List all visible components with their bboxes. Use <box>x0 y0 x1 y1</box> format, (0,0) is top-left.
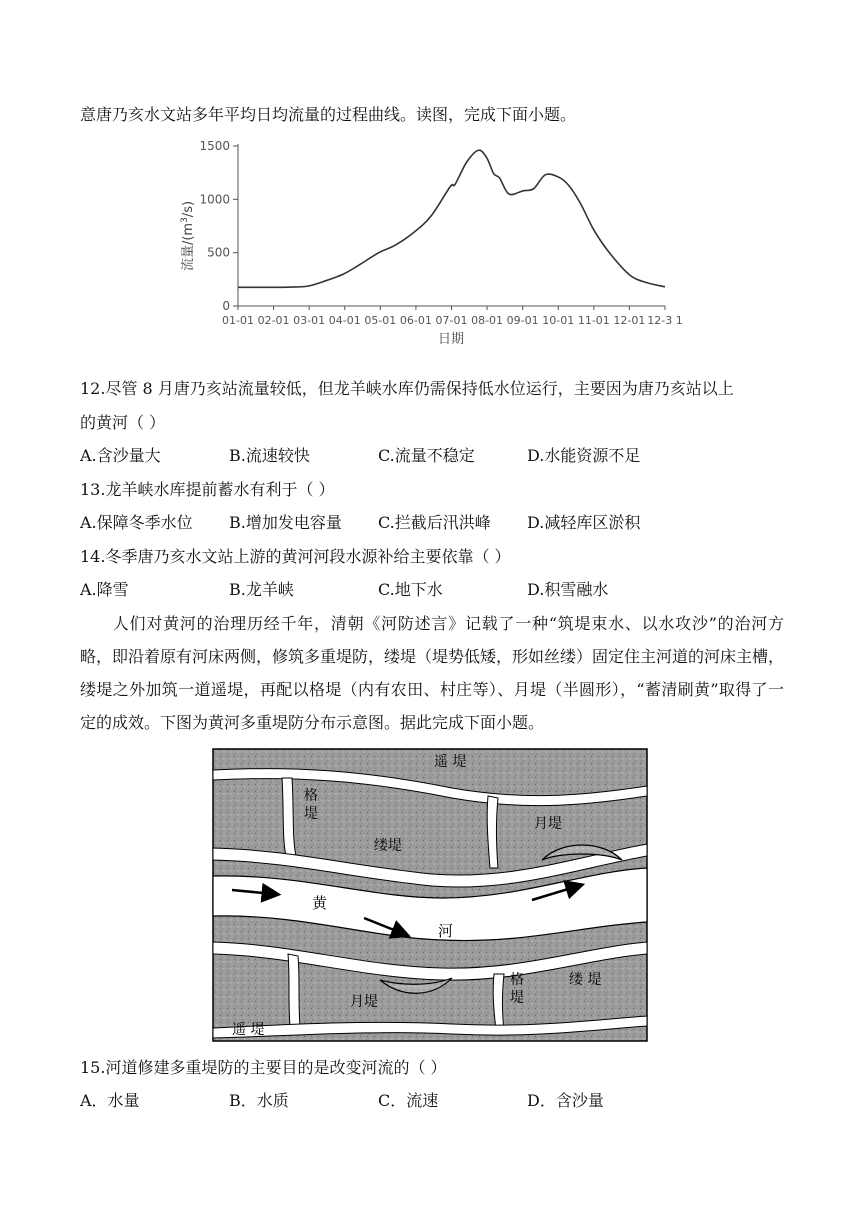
x-tick-label: 07-01 <box>435 314 468 327</box>
q15-stem: 15.河道修建多重堤防的主要目的是改变河流的（ ） <box>80 1058 447 1077</box>
y-axis-label: 流量$/(m^3/s)$ <box>180 200 196 272</box>
q13-stem: 13.龙羊峡水库提前蓄水有利于（ ） <box>80 480 335 499</box>
x-tick-label: 02-01 <box>257 314 290 327</box>
q14-option-d[interactable]: D.积雪融水 <box>527 580 609 599</box>
label-yaoti-bottom: 遥 堤 <box>232 1022 265 1038</box>
q12-option-a[interactable]: A.含沙量大 <box>80 446 161 465</box>
chart-axes <box>238 144 665 306</box>
label-yueti-bottom: 月堤 <box>350 994 378 1010</box>
y-tick-label: 500 <box>207 245 230 260</box>
x-tick-label: 10-01 <box>542 314 575 327</box>
passage-text: 人们对黄河的治理历经千年，清朝《河防述言》记载了一种“筑堤束水、以水攻沙”的治河方略，即沿着原有河床两侧，修筑多重堤防，缕堤（堤势低矮，形如丝缕）固定住主河道的河床主槽，缕堤之外加筑一道遥堤，再配以格堤（内有农田、村庄等）、月堤（半圆形），“蓄清刷黄”取得了一定的成效。下图为黄河多重堤防分布示意图。据此完成下面小题。 <box>80 614 785 732</box>
x-tick-label: 03-01 <box>293 314 326 327</box>
label-he: 河 <box>438 922 454 940</box>
chart-series <box>238 150 665 287</box>
x-tick-label: 01-01 <box>222 314 254 327</box>
q13-option-d[interactable]: D.减轻库区淤积 <box>527 513 641 532</box>
q12-stem-line2: 的黄河（ ） <box>80 413 166 432</box>
q15-option-b[interactable]: B．水质 <box>229 1091 289 1110</box>
label-louti-top: 缕堤 <box>374 838 402 854</box>
y-tick-label: 1000 <box>199 192 230 207</box>
q14-stem: 14.冬季唐乃亥水文站上游的黄河河段水源补给主要依靠（ ） <box>80 547 511 566</box>
x-ticks <box>222 306 683 327</box>
label-yaoti-top: 遥 堤 <box>434 754 467 770</box>
x-tick-label: 04-01 <box>328 314 361 327</box>
y-tick-label: 0 <box>222 299 230 313</box>
q14-option-b[interactable]: B.龙羊峡 <box>229 580 294 599</box>
q12-option-c[interactable]: C.流量不稳定 <box>378 446 475 465</box>
q14-option-c[interactable]: C.地下水 <box>378 580 443 599</box>
label-ti-top: 堤 <box>304 806 318 822</box>
flow-chart <box>170 136 690 351</box>
x-tick-label: 05-01 <box>364 314 397 327</box>
x-tick-label: 08-01 <box>471 314 504 327</box>
label-ge-bottom: 格 <box>510 972 524 988</box>
q12-option-b[interactable]: B.流速较快 <box>229 446 310 465</box>
y-ticks <box>199 139 238 313</box>
label-huang: 黄 <box>312 894 328 912</box>
q12-stem-line1: 12.尽管 8 月唐乃亥站流量较低，但龙羊峡水库仍需保持低水位运行，主要因为唐乃亥站以上 <box>80 379 734 398</box>
flow-series-line <box>238 150 665 287</box>
q13-option-c[interactable]: C.拦截后汛洪峰 <box>378 513 491 532</box>
q13-option-b[interactable]: B.增加发电容量 <box>229 513 342 532</box>
intro-line: 意唐乃亥水文站多年平均日均流量的过程曲线。读图，完成下面小题。 <box>80 105 577 124</box>
label-ti-bottom: 堤 <box>510 990 524 1006</box>
x-tick-label: 12-01 <box>613 314 646 327</box>
geti-lower-right <box>493 974 504 1030</box>
q13-option-a[interactable]: A.保障冬季水位 <box>80 513 193 532</box>
label-louti-bottom: 缕 堤 <box>569 972 602 988</box>
geti-upper-right <box>487 796 498 868</box>
label-yueti-top: 月堤 <box>534 816 562 832</box>
q12-option-d[interactable]: D.水能资源不足 <box>527 446 641 465</box>
x-tick-label: 06-01 <box>399 314 432 327</box>
geti-lower-left <box>288 954 300 1026</box>
label-ge-top: 格 <box>304 788 318 804</box>
q15-option-a[interactable]: A．水量 <box>80 1091 140 1110</box>
levee-diagram <box>212 748 648 1042</box>
x-tick-label: 12-3 1 <box>647 314 683 327</box>
x-axis-label: 日期 <box>437 332 465 347</box>
passage <box>80 607 784 739</box>
x-tick-label: 09-01 <box>506 314 539 327</box>
x-tick-label: 11-01 <box>577 314 610 327</box>
q15-option-c[interactable]: C．流速 <box>378 1091 439 1110</box>
q14-option-a[interactable]: A.降雪 <box>80 580 129 599</box>
y-tick-label: 1500 <box>199 139 230 153</box>
q15-option-d[interactable]: D．含沙量 <box>527 1091 604 1110</box>
